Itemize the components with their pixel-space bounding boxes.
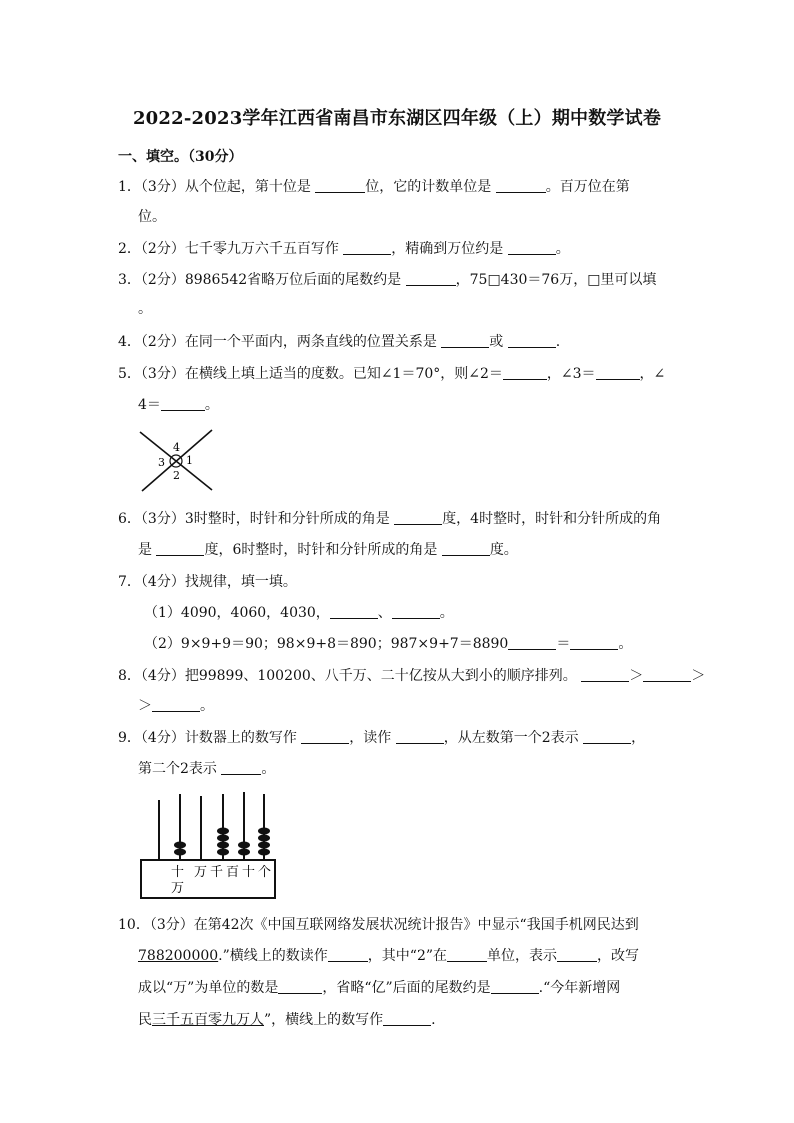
abacus-bead: [238, 842, 250, 849]
q4-text-b: 或: [489, 334, 504, 350]
abacus-bead: [258, 842, 270, 849]
question-8: [118, 667, 705, 685]
q10-text-a: 10．（3分）在第42次《中国互联网络发展状况统计报告》中显示“我国手机网民达到: [118, 917, 639, 933]
q6-text-b: 度，4时整时，时针和分针所成的角: [442, 511, 662, 527]
answer-blank[interactable]: [330, 604, 378, 619]
q10-text-j: ”，横线上的数写作: [264, 1012, 384, 1028]
abacus-bead: [258, 828, 270, 835]
question-10: [118, 916, 639, 934]
question-9: [118, 729, 645, 747]
q5-text-c: ，∠: [639, 366, 666, 382]
answer-blank[interactable]: [557, 947, 597, 962]
q10-text-i: 民: [138, 1012, 152, 1028]
question-5: [118, 365, 665, 383]
q3-text-a: 3．（2分）8986542省略万位后面的尾数约是: [118, 272, 402, 288]
q10-text-e: ，改写: [597, 948, 640, 964]
q4-text-a: 4．（2分）在同一个平面内，两条直线的位置关系是: [118, 334, 437, 350]
q10-underlined-text: 三千五百零九万人: [152, 1012, 264, 1028]
answer-blank[interactable]: [496, 178, 546, 193]
answer-blank[interactable]: [643, 667, 691, 682]
question-2: [118, 240, 570, 258]
question-3: [118, 271, 656, 289]
q10-text-h: .“今年新增网: [538, 980, 621, 996]
q2-text-a: 2．（2分）七千零九万六千五百写作: [118, 241, 339, 257]
q7-s2-text: （2）9×9+9＝90；98×9+8＝890；987×9+7＝8890: [144, 636, 509, 652]
q10-text-g: ，省略“亿”后面的尾数约是: [322, 980, 491, 996]
q8-text-a: 8．（4分）把99899、100200、八千万、二十亿按从大到小的顺序排列。: [118, 668, 577, 684]
abacus-label: 万: [194, 865, 208, 880]
question-3-cont: [138, 300, 152, 318]
answer-blank[interactable]: [596, 365, 640, 380]
q10-number: 788200000: [138, 948, 219, 964]
answer-blank[interactable]: [508, 635, 556, 650]
abacus-label: 万: [171, 881, 185, 896]
q10-text-k: .: [431, 1012, 436, 1028]
q8-gt-2: ＞: [691, 668, 706, 684]
angle-label-2: 2: [173, 469, 180, 482]
q9-text-a: 9．（4分）计数器上的数写作: [118, 730, 297, 746]
question-5-cont: [138, 396, 219, 414]
q9-text-f: 。: [261, 761, 276, 777]
q6-text-d: 度，6时整时，时针和分针所成的角是: [204, 542, 438, 558]
q5-text-a: 5．（3分）在横线上填上适当的度数。已知∠1＝70°，则∠2＝: [118, 366, 503, 382]
angle-label-3: 3: [158, 456, 165, 469]
question-6: [118, 510, 661, 528]
q5-text-e: 。: [204, 397, 219, 413]
abacus-bead: [174, 849, 186, 856]
question-10-line-4: [138, 1011, 436, 1029]
q4-text-c: .: [555, 334, 561, 350]
q6-text-a: 6．（3分）3时整时，时针和分针所成的角是: [118, 511, 390, 527]
q1-text-a: 1．（3分）从个位起，第十位是: [118, 179, 311, 195]
abacus-label: 十: [242, 865, 256, 880]
abacus-label: 十: [171, 865, 185, 880]
q10-text-b: .”横线上的数读作: [218, 948, 328, 964]
q6-text-e: 度。: [489, 542, 518, 558]
q9-text-b: ，读作: [349, 730, 392, 746]
abacus-label: 百: [226, 865, 240, 880]
q5-text-b: ，∠3＝: [546, 366, 596, 382]
q10-text-d: 单位，表示: [487, 948, 558, 964]
answer-blank[interactable]: [278, 979, 322, 994]
answer-blank[interactable]: [447, 947, 487, 962]
page-title: 2022-2023学年江西省南昌市东湖区四年级（上）期中数学试卷: [132, 108, 662, 129]
q8-gt-1: ＞: [629, 668, 644, 684]
answer-blank[interactable]: [570, 635, 618, 650]
answer-blank[interactable]: [491, 979, 539, 994]
question-6-cont: [138, 541, 518, 559]
q3-text-c: 。: [138, 301, 152, 317]
answer-blank[interactable]: [442, 541, 490, 556]
answer-blank[interactable]: [508, 333, 556, 348]
question-7: [118, 573, 297, 591]
question-1-cont: [138, 208, 166, 226]
q1-text-b: 位，它的计数单位是: [365, 179, 492, 195]
q7-s2-eq: ＝: [556, 636, 571, 652]
q8-end: 。: [200, 698, 214, 714]
abacus-bead: [217, 828, 229, 835]
abacus-bead: [217, 849, 229, 856]
q1-text-c: 。百万位在第: [545, 179, 630, 195]
answer-blank[interactable]: [328, 947, 368, 962]
answer-blank[interactable]: [583, 729, 631, 744]
answer-blank[interactable]: [383, 1011, 431, 1026]
q10-text-c: ，其中“2”在: [367, 948, 448, 964]
q8-gt-3: ＞: [138, 698, 152, 714]
q7-s1-sep: 、: [377, 605, 392, 621]
answer-blank[interactable]: [581, 667, 629, 682]
q9-text-c: ，从左数第一个2表示: [443, 730, 579, 746]
abacus-bead: [238, 849, 250, 856]
question-1: [118, 178, 630, 196]
q7-s2-end: 。: [618, 636, 633, 652]
answer-blank[interactable]: [315, 178, 365, 193]
question-7-part-2: [144, 635, 632, 653]
section-heading: 一、填空。（30分）: [118, 149, 243, 165]
angles-figure: [138, 428, 214, 494]
answer-blank[interactable]: [503, 365, 547, 380]
q2-text-c: 。: [555, 241, 570, 257]
question-7-part-1: [144, 604, 454, 622]
abacus-bead: [217, 842, 229, 849]
question-10-line-3: [138, 979, 620, 997]
q5-text-d: 4＝: [138, 397, 161, 413]
q9-text-e: 第二个2表示: [138, 761, 217, 777]
q7-s1-end: 。: [439, 605, 454, 621]
q9-text-d: ，: [631, 730, 646, 746]
answer-blank[interactable]: [406, 271, 456, 286]
q2-text-b: ，精确到万位约是: [391, 241, 504, 257]
abacus-label: 千: [210, 865, 224, 880]
q10-text-f: 成以“万”为单位的数是: [138, 980, 279, 996]
question-10-line-2: [138, 947, 639, 965]
abacus-label: 个: [258, 865, 272, 880]
answer-blank[interactable]: [152, 697, 200, 712]
answer-blank[interactable]: [301, 729, 349, 744]
answer-blank[interactable]: [396, 729, 444, 744]
abacus-bead: [258, 849, 270, 856]
question-8-cont: [138, 697, 214, 715]
abacus-figure: [138, 786, 280, 902]
abacus-bead: [217, 835, 229, 842]
answer-blank[interactable]: [161, 396, 205, 411]
question-9-cont: [138, 760, 275, 778]
answer-blank[interactable]: [221, 760, 261, 775]
answer-blank[interactable]: [343, 240, 391, 255]
angle-label-4: 4: [173, 441, 180, 454]
answer-blank[interactable]: [441, 333, 489, 348]
q7-text-a: 7．（4分）找规律，填一填。: [118, 574, 297, 590]
answer-blank[interactable]: [508, 240, 556, 255]
answer-blank[interactable]: [156, 541, 204, 556]
answer-blank[interactable]: [394, 510, 442, 525]
answer-blank[interactable]: [392, 604, 440, 619]
q6-text-c: 是: [138, 542, 152, 558]
q3-text-b: ，75□430＝76万，□里可以填: [455, 272, 657, 288]
q7-s1-text: （1）4090，4060，4030，: [144, 605, 330, 621]
abacus-bead: [258, 835, 270, 842]
q1-text-d: 位。: [138, 209, 166, 225]
angle-label-1: 1: [186, 454, 193, 467]
abacus-bead: [174, 842, 186, 849]
question-4: [118, 333, 560, 351]
